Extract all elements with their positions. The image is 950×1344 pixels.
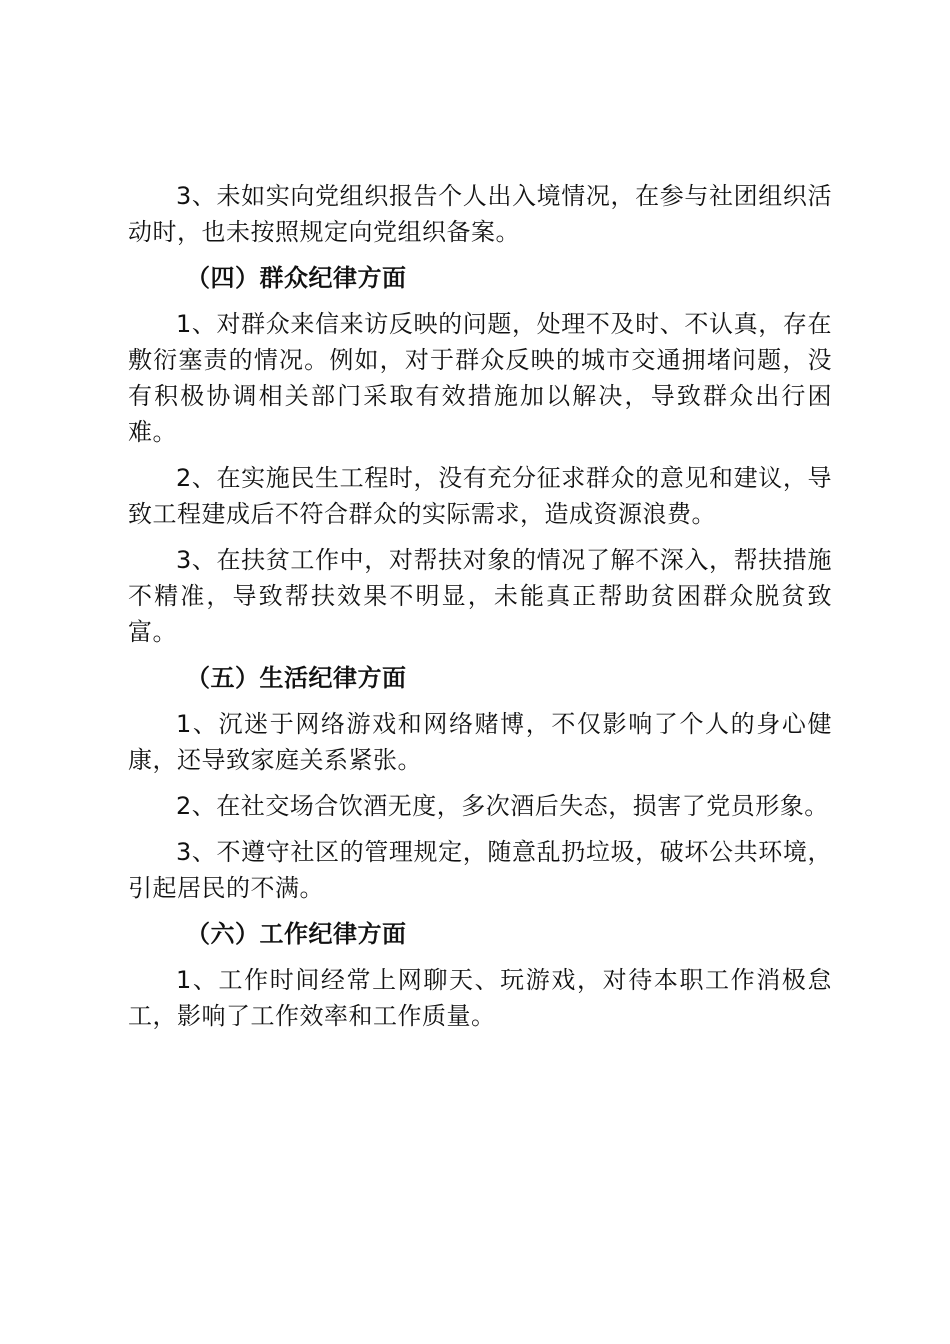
- paragraph-item-2-drinking: 2、在社交场合饮酒无度，多次酒后失态，损害了党员形象。: [176, 792, 829, 820]
- document-body: [128, 178, 832, 1044]
- paragraph-item-1-work-time: 1、工作时间经常上网聊天、玩游戏，对待本职工作消极怠工，影响了工作效率和工作质量。: [128, 966, 832, 1030]
- paragraph-item-1-gaming: 1、沉迷于网络游戏和网络赌博，不仅影响了个人的身心健康，还导致家庭关系紧张。: [128, 710, 832, 774]
- paragraph-item-2-livelihood: 2、在实施民生工程时，没有充分征求群众的意见和建议，导致工程建成后不符合群众的实际需求，造成资源浪费。: [128, 464, 832, 528]
- section-heading-work-discipline: （六）工作纪律方面: [186, 920, 407, 948]
- paragraph-item-1-complaints: 1、对群众来信来访反映的问题，处理不及时、不认真，存在敷衍塞责的情况。例如，对于群众反映的城市交通拥堵问题，没有积极协调相关部门采取有效措施加以解决，导致群众出行困难。: [128, 310, 832, 446]
- paragraph-item-3-poverty: 3、在扶贫工作中，对帮扶对象的情况了解不深入，帮扶措施不精准，导致帮扶效果不明显，未能真正帮助贫困群众脱贫致富。: [128, 546, 832, 646]
- paragraph-item-3-reporting: 3、未如实向党组织报告个人出入境情况，在参与社团组织活动时，也未按照规定向党组织备案。: [128, 182, 832, 246]
- section-heading-life-discipline: （五）生活纪律方面: [186, 664, 407, 692]
- section-heading-mass-discipline: （四）群众纪律方面: [186, 264, 407, 292]
- paragraph-item-3-community: 3、不遵守社区的管理规定，随意乱扔垃圾，破坏公共环境，引起居民的不满。: [128, 838, 832, 902]
